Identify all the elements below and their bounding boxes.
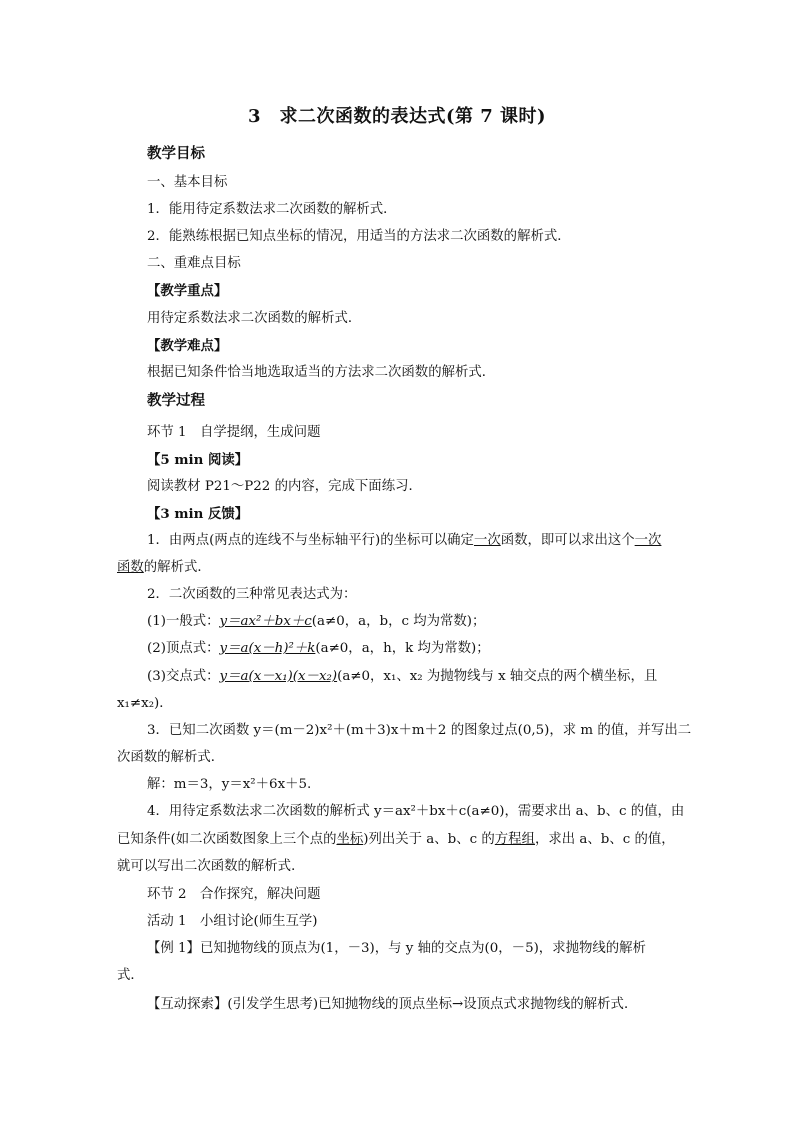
- q4-text-b3: ，求出 a、b、c 的值，: [534, 832, 675, 847]
- general-form-formula: y＝ax²＋bx＋c: [219, 614, 312, 629]
- vertex-form: [147, 640, 707, 658]
- focus-label: 【教学重点】: [147, 283, 228, 299]
- basic-goal-2: 2．能熟练根据已知点坐标的情况，用适当的方法求二次函数的解析式．: [147, 229, 571, 244]
- question-3-line1: 3．已知二次函数 y＝(m－2)x²＋(m＋3)x＋m＋2 的图象过点(0,5)，求 m 的值，并写出二: [147, 723, 692, 738]
- q4-answer-2: 方程组: [494, 832, 535, 847]
- interactive-explore: 【互动探索】(引发学生思考)已知抛物线的顶点坐标→设顶点式求抛物线的解析式．: [147, 997, 638, 1012]
- step1-heading: 环节 1 自学提纲，生成问题: [147, 425, 321, 440]
- q4-text-b2: )列出关于 a、b、c 的: [363, 832, 495, 847]
- general-form-tail: (a≠0，a，b，c 均为常数)；: [311, 614, 486, 629]
- q1-text-b: 函数，即可以求出这个: [500, 533, 635, 548]
- question-1-line2: [117, 559, 677, 577]
- q1-answer-1: 一次: [473, 533, 501, 548]
- q4-text-b1: 已知条件(如二次函数图象上三个点的: [117, 832, 337, 847]
- q1-answer-2b: 函数: [117, 560, 144, 575]
- intercept-form-label: (3)交点式：: [147, 669, 220, 684]
- q1-text-c: 的解析式．: [143, 560, 211, 575]
- general-form-label: (1)一般式：: [147, 614, 220, 629]
- vertex-form-formula: y＝a(x－h)²＋k: [219, 641, 316, 656]
- difficulty-text: 根据已知条件恰当地选取适当的方法求二次函数的解析式．: [147, 365, 496, 380]
- q1-answer-2a: 一次: [634, 533, 662, 548]
- intercept-form-formula: y＝a(x－x₁)(x－x₂): [219, 669, 338, 684]
- intercept-form-cont: x₁≠x₂)．: [117, 696, 173, 711]
- read-text: 阅读教材 P21～P22 的内容，完成下面练习．: [147, 479, 422, 494]
- question-4-line3: 就可以写出二次函数的解析式．: [117, 859, 305, 874]
- feedback-label: 【3 min 反馈】: [147, 506, 249, 522]
- vertex-form-label: (2)顶点式：: [147, 641, 220, 656]
- question-4-line2: [117, 831, 677, 849]
- focus-text: 用待定系数法求二次函数的解析式．: [147, 311, 362, 326]
- page-title: 3 求二次函数的表达式(第 7 课时): [247, 106, 547, 127]
- question-2: 2．二次函数的三种常见表达式为：: [147, 587, 357, 602]
- q1-text-a: 1．由两点(两点的连线不与坐标轴平行)的坐标可以确定: [147, 533, 474, 548]
- intercept-form-tail: (a≠0，x₁、x₂ 为抛物线与 x 轴交点的两个横坐标，且: [337, 669, 658, 684]
- process-heading: 教学过程: [147, 392, 205, 409]
- vertex-form-tail: (a≠0，a，h，k 均为常数)；: [315, 641, 490, 656]
- example-1-line1: 【例 1】已知抛物线的顶点为(1，－3)，与 y 轴的交点为(0，－5)，求抛物线的解析: [147, 941, 646, 956]
- step2-heading: 环节 2 合作探究，解决问题: [147, 887, 321, 902]
- basic-goal-1: 1．能用待定系数法求二次函数的解析式．: [147, 202, 397, 217]
- question-1-line1: [147, 532, 707, 550]
- activity1-heading: 活动 1 小组讨论(师生互学): [147, 914, 318, 929]
- key-goals-heading: 二、重难点目标: [147, 256, 241, 271]
- intercept-form: [147, 668, 707, 686]
- goals-heading: 教学目标: [147, 145, 205, 162]
- basic-goals-heading: 一、基本目标: [147, 175, 228, 190]
- difficulty-label: 【教学难点】: [147, 338, 228, 354]
- q4-answer-1: 坐标: [336, 832, 364, 847]
- example-1-line2: 式．: [117, 968, 144, 983]
- general-form: [147, 613, 707, 631]
- question-3-line2: 次函数的解析式．: [117, 750, 225, 765]
- question-4-line1: 4．用待定系数法求二次函数的解析式 y＝ax²＋bx＋c(a≠0)，需要求出 a、b、c 的值，由: [147, 804, 685, 819]
- question-3-solution: 解：m＝3，y＝x²＋6x＋5.: [147, 777, 312, 792]
- read-label: 【5 min 阅读】: [147, 452, 249, 468]
